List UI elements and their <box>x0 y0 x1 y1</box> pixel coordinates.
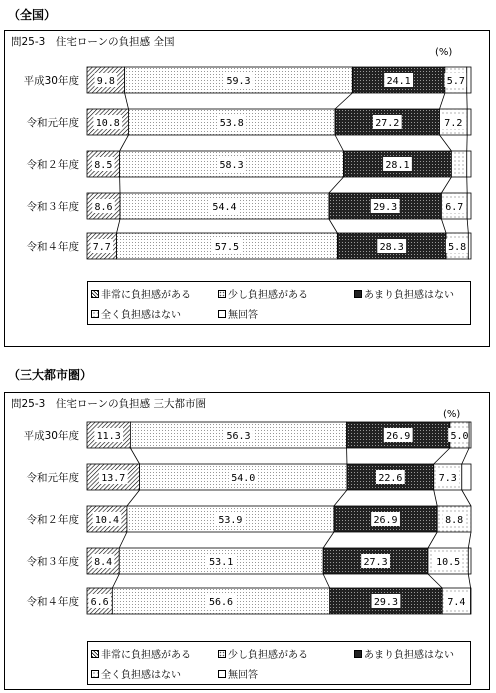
category-label: 令和元年度 <box>26 472 79 484</box>
legend-swatch <box>218 650 226 658</box>
category-label: 令和３年度 <box>26 556 79 568</box>
chart-panel-metro <box>4 392 490 690</box>
category-label: 平成30年度 <box>23 75 79 87</box>
legend-label: 非常に負担感がある <box>101 290 191 301</box>
section-heading-metro: （三大都市圏） <box>8 368 93 382</box>
connector-line <box>120 135 129 151</box>
unit-label: (%) <box>443 409 461 420</box>
data-label: 8.8 <box>445 515 464 526</box>
chart-title: 問25-3 住宅ローンの負担感 三大都市圏 <box>11 398 206 410</box>
data-label: 26.9 <box>386 431 411 442</box>
legend-swatch <box>91 290 99 298</box>
category-label: 令和４年度 <box>26 596 79 608</box>
legend-item <box>218 306 258 321</box>
data-label: 28.3 <box>379 242 404 253</box>
connector-line <box>119 532 127 548</box>
no-answer-segment <box>467 151 471 177</box>
category-label: 令和元年度 <box>26 117 79 129</box>
data-label: 56.3 <box>226 431 251 442</box>
connector-line <box>428 532 437 548</box>
category-label: 令和４年度 <box>26 241 79 253</box>
connector-line <box>125 93 129 109</box>
no-answer-segment <box>467 67 471 93</box>
data-label: 54.4 <box>212 202 237 213</box>
data-label: 53.1 <box>209 557 234 568</box>
connector-line <box>329 177 344 193</box>
data-label: 10.5 <box>436 557 461 568</box>
legend-swatch <box>91 650 99 658</box>
category-label: 平成30年度 <box>23 430 79 442</box>
legend-swatch <box>91 670 99 678</box>
connector-line <box>434 448 450 464</box>
connector-line <box>468 532 471 548</box>
connector-line <box>127 490 140 506</box>
connector-line <box>335 93 352 109</box>
legend <box>87 281 471 325</box>
connector-line <box>434 490 437 506</box>
connector-line <box>335 135 343 151</box>
legend-label: 全く負担感はない <box>101 310 181 321</box>
connector-line <box>467 219 468 233</box>
legend-item <box>218 646 308 661</box>
data-label: 7.2 <box>444 118 463 129</box>
no-answer-segment <box>468 233 471 259</box>
data-label: 22.6 <box>378 473 403 484</box>
section-heading-national: （全国） <box>8 8 57 22</box>
data-label: 28.1 <box>385 160 410 171</box>
legend-label: 非常に負担感がある <box>101 650 191 661</box>
legend-label: あまり負担感はない <box>364 650 454 661</box>
legend-swatch <box>218 290 226 298</box>
connector-line <box>323 574 330 588</box>
legend-item <box>91 286 191 301</box>
connector-line <box>462 448 469 464</box>
no-answer-segment <box>467 193 471 219</box>
connector-line <box>117 219 120 233</box>
no-answer-segment <box>468 548 471 574</box>
connector-line <box>329 219 337 233</box>
legend-label: 少し負担感がある <box>228 290 308 301</box>
no-answer-segment <box>462 464 471 490</box>
data-label: 29.3 <box>373 202 398 213</box>
legend-item <box>91 306 181 321</box>
legend-swatch <box>354 290 362 298</box>
category-label: 令和２年度 <box>26 514 79 526</box>
data-label: 10.8 <box>95 118 120 129</box>
connector-line <box>440 93 445 109</box>
chart-panel-national <box>4 30 490 347</box>
connector-line <box>323 532 334 548</box>
data-label: 7.7 <box>92 242 111 253</box>
no-answer-segment <box>469 422 471 448</box>
legend-swatch <box>354 650 362 658</box>
connector-line <box>468 574 470 588</box>
legend-item <box>218 666 258 681</box>
data-label: 5.0 <box>450 431 469 442</box>
legend-swatch <box>218 310 226 318</box>
legend-item <box>354 646 454 661</box>
data-label: 13.7 <box>101 473 126 484</box>
connector-line <box>441 177 451 193</box>
data-label: 53.9 <box>218 515 243 526</box>
legend-swatch <box>91 310 99 318</box>
data-label: 59.3 <box>226 76 251 87</box>
data-label: 6.7 <box>445 202 464 213</box>
connector-line <box>428 574 442 588</box>
connector-line <box>440 135 452 151</box>
legend-item <box>91 666 181 681</box>
unit-label: (%) <box>435 47 453 58</box>
data-label: 27.2 <box>375 118 400 129</box>
chart-title: 問25-3 住宅ローンの負担感 全国 <box>11 36 175 48</box>
legend-label: 少し負担感がある <box>228 650 308 661</box>
data-label: 8.4 <box>94 557 113 568</box>
data-label: 8.5 <box>94 160 113 171</box>
data-label: 58.3 <box>219 160 244 171</box>
data-label: 54.0 <box>231 473 256 484</box>
data-label: 10.4 <box>94 515 120 526</box>
legend-swatch <box>218 670 226 678</box>
data-label: 56.6 <box>208 597 234 608</box>
data-label: 26.9 <box>373 515 398 526</box>
data-label: 5.8 <box>448 242 467 253</box>
legend <box>87 641 471 685</box>
data-label: 24.1 <box>386 76 411 87</box>
data-label: 27.3 <box>363 557 388 568</box>
legend-label: 全く負担感はない <box>101 670 181 681</box>
connector-line <box>112 574 119 588</box>
data-label: 9.8 <box>96 76 115 87</box>
data-label: 7.4 <box>447 597 466 608</box>
connector-line <box>130 448 139 464</box>
data-label: 29.3 <box>373 597 398 608</box>
legend-item <box>218 286 308 301</box>
legend-label: 無回答 <box>228 310 258 321</box>
data-label: 5.7 <box>446 76 465 87</box>
data-label: 53.8 <box>219 118 244 129</box>
connector-line <box>462 490 471 506</box>
data-label: 6.6 <box>90 597 109 608</box>
legend-label: 無回答 <box>228 670 258 681</box>
data-label: 7.3 <box>438 473 457 484</box>
legend-item <box>91 646 191 661</box>
no-answer-segment <box>467 109 471 135</box>
data-label: 8.6 <box>94 202 113 213</box>
legend-item <box>354 286 454 301</box>
legend-label: あまり負担感はない <box>364 290 454 301</box>
connector-line <box>441 219 446 233</box>
not-at-all-burdened-segment <box>451 151 466 177</box>
data-label: 11.3 <box>96 431 121 442</box>
data-label: 57.5 <box>214 242 240 253</box>
connector-line <box>334 490 347 506</box>
category-label: 令和３年度 <box>26 201 79 213</box>
category-label: 令和２年度 <box>26 159 79 171</box>
